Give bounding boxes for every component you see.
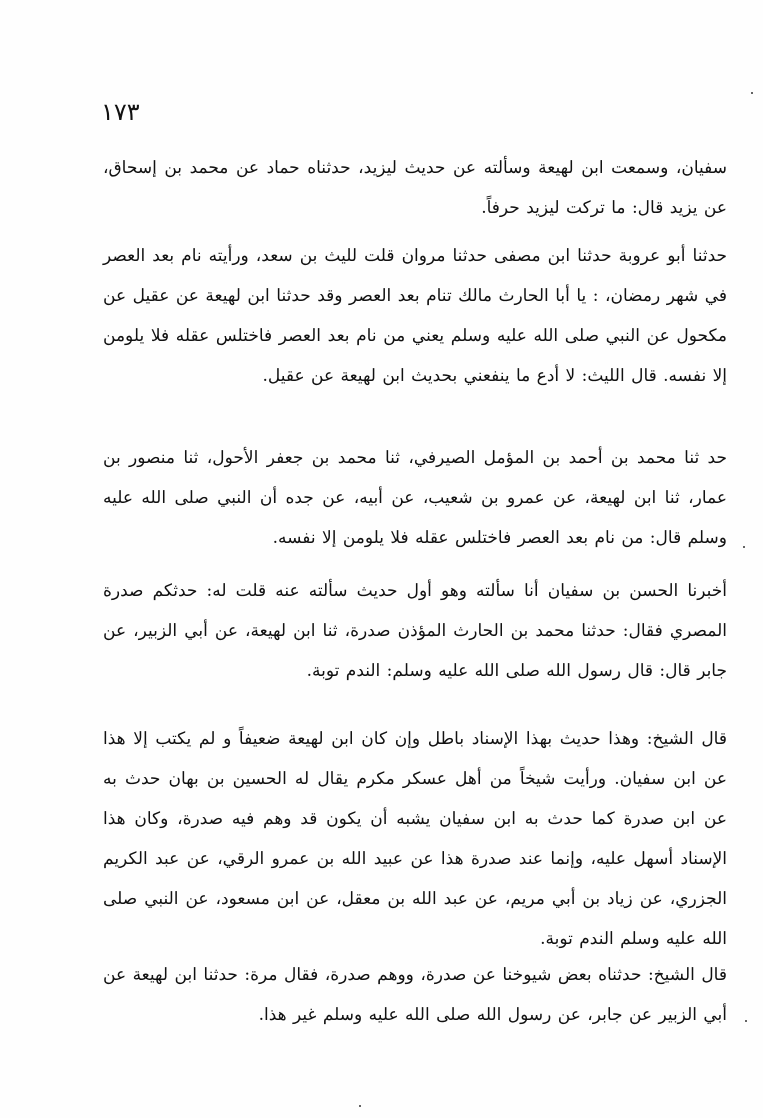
margin-dot: [743, 546, 745, 548]
margin-dot: [359, 1105, 361, 1107]
paragraph-2: حدثنا أبو عروبة حدثنا ابن مصفى حدثنا مروان قلت لليث بن سعد، ورأيته نام بعد العصر في شهر رمضان، : يا أبا الحارث مالك تنام بعد العصر وقد حدثنا ابن لهيعة عن عقيل عن مكحول عن النبي صلى الله عليه وسلم يعني من نام بعد العصر فاختلس عقله فلا يلومن إلا نفسه. قال الليث: لا أدع ما ينفعني بحديث ابن لهيعة عن عقيل.: [103, 246, 727, 386]
paragraph-1: سفيان، وسمعت ابن لهيعة وسألته عن حديث ليزيد، حدثناه حماد عن محمد بن إسحاق، عن يزيد قال: ما تركت ليزيد حرفاً.: [103, 158, 727, 218]
margin-dot: [751, 92, 753, 94]
paragraph-4: أخبرنا الحسن بن سفيان أنا سألته وهو أول حديث سألته عنه قلت له: حدثكم صدرة المصري فقال: حدثنا محمد بن الحارث المؤذن صدرة، ثنا ابن لهيعة، عن أبي الزبير، عن جابر قال: قال رسول الله صلى الله عليه وسلم: الندم توبة.: [103, 581, 727, 681]
paragraph-3: حد ثنا محمد بن أحمد بن المؤمل الصيرفي، ثنا محمد بن جعفر الأحول، ثنا منصور بن عمار، ثنا ابن لهيعة، عن عمرو بن شعيب، عن أبيه، عن جده أن النبي صلى الله عليه وسلم قال: من نام بعد العصر فاختلس عقله فلا يلومن إلا نفسه.: [103, 448, 727, 548]
paragraph-6: قال الشيخ: حدثناه بعض شيوخنا عن صدرة، ووهم صدرة، فقال مرة: حدثنا ابن لهيعة عن أبي الزبير عن جابر، عن رسول الله صلى الله عليه وسلم غير هذا.: [103, 965, 727, 1025]
margin-dot: [745, 1020, 747, 1022]
page-number: ١٧٣: [101, 98, 140, 126]
paragraph-5: قال الشيخ: وهذا حديث بهذا الإسناد باطل وإن كان ابن لهيعة ضعيفاً و لم يكتب إلا هذا عن ابن سفيان. ورأيت شيخاً من أهل عسكر مكرم يقال له الحسين بن بهان حدث به عن ابن صدرة كما حدث به ابن سفيان يشبه أن يكون قد وهم فيه صدرة، وكان هذا الإسناد أسهل عليه، وإنما عند صدرة هذا عن عبيد الله بن عمرو الرقي، عن عبد الكريم الجزري، عن زياد بن أبي مريم، عن عبد الله بن معقل، عن ابن مسعود، عن النبي صلى الله عليه وسلم الندم توبة.: [103, 729, 727, 949]
